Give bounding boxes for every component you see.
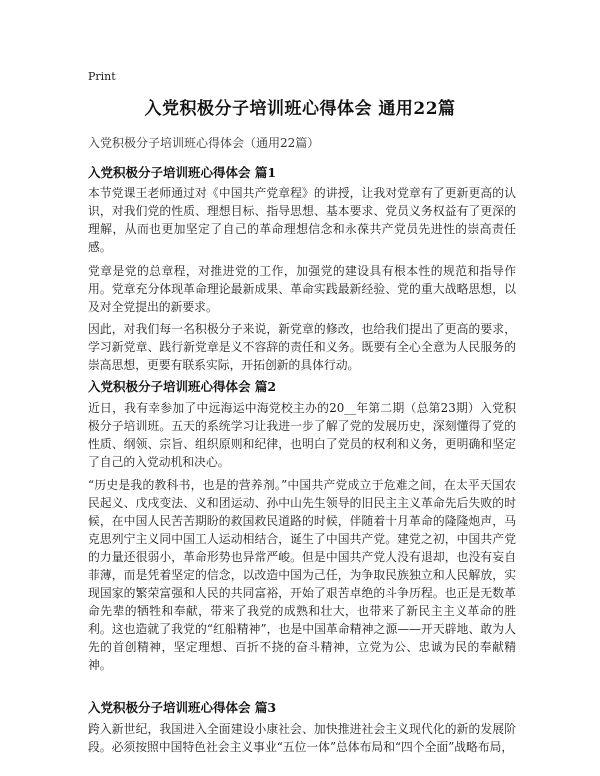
- print-link[interactable]: Print: [88, 70, 116, 83]
- section-1-paragraph-3: 因此，对我们每一名积极分子来说，新党章的修改，也给我们提出了更高的要求，学习新党章、践行新党章是义不容辞的责任和义务。既要有全心全意为人民服务的崇高思想，更要有联系实际，开拓创新的具体行动。: [88, 322, 516, 372]
- document-title: 入党积极分子培训班心得体会 通用22篇: [144, 99, 456, 119]
- section-2-heading: 入党积极分子培训班心得体会 篇2: [88, 379, 277, 394]
- section-2-paragraph-1: 近日，我有幸参加了中远海运中海党校主办的20__年第二期（总第23期）入党积极分子培训班。五天的系统学习让我进一步了解了党的发展历史，深刻懂得了党的性质、纲领、宗旨、组织原则和纪律，也明白了党员的权利和义务，更明确和坚定了自己的入党动机和决心。: [88, 401, 516, 469]
- section-1-paragraph-2: 党章是党的总章程，对推进党的工作，加强党的建设具有根本性的规范和指导作用。党章充分体现革命理论最新成果、革命实践最新经验、党的重大战略思想，以及对全党提出的新要求。: [88, 264, 516, 314]
- document-subtitle: 入党积极分子培训班心得体会（通用22篇）: [88, 136, 320, 150]
- section-3-heading: 入党积极分子培训班心得体会 篇3: [88, 700, 277, 715]
- section-1-heading: 入党积极分子培训班心得体会 篇1: [88, 165, 277, 180]
- section-1-paragraph-1: 本节党课王老师通过对《中国共产党章程》的讲授，让我对党章有了更新更高的认识，对我们党的性质、理想目标、指导思想、基本要求、党员义务权益有了更深的理解，从而也更加坚定了自己的革命理想信念和永葆共产党员先进性的崇高责任感。: [88, 186, 516, 254]
- section-3-paragraph-1: 跨入新世纪，我国进入全面建设小康社会、加快推进社会主义现代化的新的发展阶段。必须按照中国特色社会主义事业“五位一体”总体布局和“四个全面”战略布局，: [88, 722, 516, 754]
- section-2-paragraph-2: “历史是我的教科书，也是的营养剂。”中国共产党成立于危难之间，在太平天国农民起义、戊戌变法、义和团运动、孙中山先生领导的旧民主主义革命先后失败的时候，在中国人民苦苦期盼的救国救民道路的时候，伴随着十月革命的隆隆炮声，马克思列宁主义同中国工人运动相结合，诞生了中国共产党。建党之初，中国共产党的力量还很弱小，革命形势也异常严峻。但是中国共产党人没有退却，也没有妄自菲薄，而是凭着坚定的信念，以改造中国为己任，为争取民族独立和人民解放，实现国家的繁荣富强和人民的共同富裕，开始了艰苦卓绝的斗争历程。也正是无数革命先辈的牺牲和奉献，带来了我党的成熟和壮大，也带来了新民主主义革命的胜利。这也造就了我党的“红船精神”，也是中国革命精神之源——开天辟地、敢为人先的首创精神，坚定理想、百折不挠的奋斗精神，立党为公、忠诚为民的奉献精神。: [88, 478, 516, 672]
